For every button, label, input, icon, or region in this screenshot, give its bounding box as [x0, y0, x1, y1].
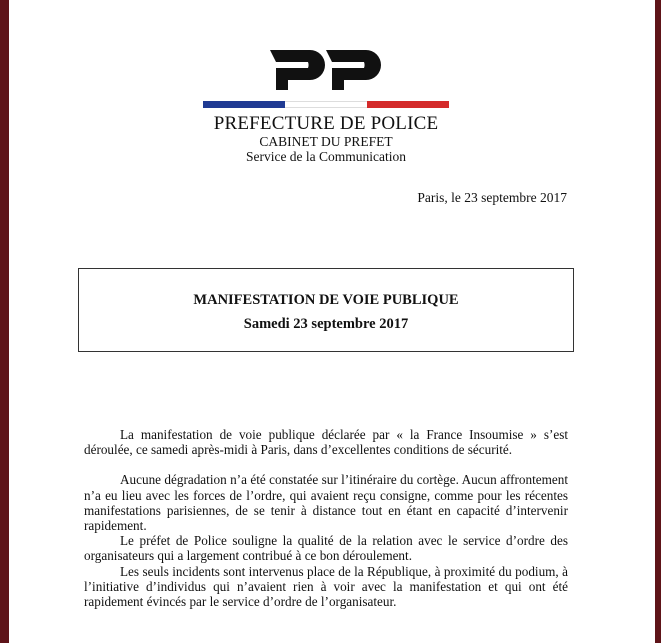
date-line: Paris, le 23 septembre 2017	[417, 190, 567, 205]
right-border	[655, 0, 661, 643]
org-name: PREFECTURE DE POLICE	[213, 113, 439, 134]
title-date: Samedi 23 septembre 2017	[243, 316, 409, 332]
flag-red	[367, 101, 449, 108]
paragraph-3: Le préfet de Police souligne la qualité de la relation avec le service d’ordre des organisateurs qui a largement contribué à ce bon déroulement.	[84, 533, 568, 564]
title-heading: MANIFESTATION DE VOIE PUBLIQUE	[193, 292, 459, 308]
prefecture-logo-icon	[268, 50, 386, 90]
tricolor-bar	[203, 101, 449, 108]
paragraph-2: Aucune dégradation n’a été constatée sur l’itinéraire du cortège. Aucun affrontement n’a eu lieu avec les forces de l’ordre, qui avaient reçu consigne, comme pour les récentes manifestations parisiennes, de se tenir à distance tout en étant en capacité d’intervenir rapidement.	[84, 472, 568, 534]
service-label: Service de la Communication	[245, 149, 407, 164]
body-text	[84, 427, 568, 609]
flag-blue	[203, 101, 285, 108]
paragraph-4: Les seuls incidents sont intervenus place de la République, à proximité du podium, à l’initiative d’individus qui n’avaient rien à voir avec la manifestation et qui ont été rapidement évincés par le service d’ordre de l’organisateur.	[84, 563, 568, 610]
cabinet-label: CABINET DU PREFET	[259, 134, 393, 149]
title-box	[78, 268, 574, 352]
left-border	[0, 0, 9, 643]
paragraph-1: La manifestation de voie publique déclarée par « la France Insoumise » s’est déroulée, ce samedi après-midi à Paris, dans d’excellentes conditions de sécurité.	[84, 427, 568, 458]
flag-white	[285, 101, 367, 108]
